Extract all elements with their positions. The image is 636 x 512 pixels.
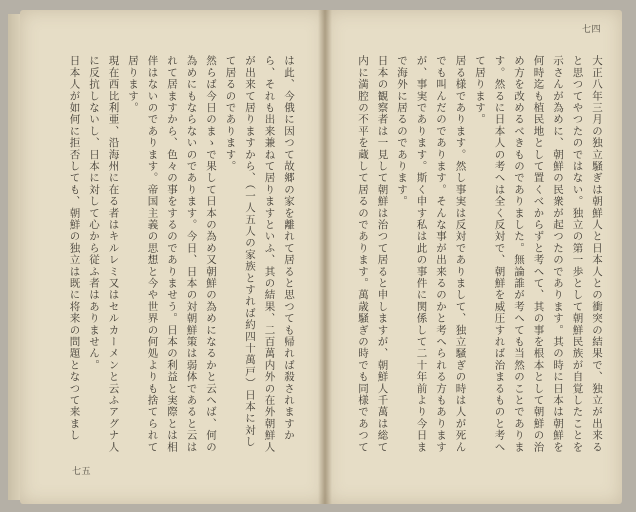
right-page-number: 七四	[582, 25, 602, 35]
left-page-text	[62, 55, 298, 455]
left-paragraph: は此、今俄に因つて故郷の家を離れて居ると思つても帰れば殺されますから、それも出来兼ねて居りますといふ、其の結果、二百萬内外の在外朝鮮人が出来て居りますから、（一人五人の家族とすれば約四十萬戸）日本に対して居るのであります。	[224, 55, 295, 453]
left-page-number: 七五	[72, 467, 92, 477]
right-paragraph: 居る様であります。然し事実は反対でありまして、独立騒ぎの時は人が死んでも叫んだのであります。そんな事が出来るのかと考へられる方もありますが、事実であります。斯く申す私は此の事件に関係して二十年前より今日まで海外に居るのであります。	[396, 55, 467, 453]
right-paragraph: 日本の観察者は一見して朝鮮は治つて居ると申しますが、朝鮮人千萬は総て内に満腔の不平を蔵して居るのであります。萬歳騒ぎの時でも同様であつて	[357, 55, 389, 453]
book-gutter	[318, 10, 332, 504]
left-paragraph: 現在西比利亜、沿海州に在る者はキルレミ又はセルカーメンと云ふアグナ人に反抗しないし、日本に対して心から従ふ者はありません。	[88, 55, 120, 453]
left-paragraph: 然らば今日のまゝで果して日本の為め又朝鮮の為めになるかと云へば、何の為めにもならないのであります。今日、日本の対朝鮮策は弱体であると云はれて居ますから、色々の事をするのでありませう。日本の利益と実際とは相伴はないのであります。帝国主義の思想と今や世界の何処よりも捨てられて居ります。	[127, 55, 217, 453]
left-paragraph: 日本人が如何に拒否しても、朝鮮の独立は既に将来の問題となつて来まし	[68, 55, 81, 442]
right-paragraph: 大正八年三月の独立騒ぎは朝鮮人と日本人との衝突の結果で、独立が出来ると思つてやつたのではない。独立の第一歩として朝鮮民族が自覚したことを示さんが為めに、朝鮮の民衆が起つたのであります。其の時に日本は朝鮮を何時迄も植民地として置くべからずと考へて、其の事を根本として朝鮮の治め方を改めるべきものでありました。無論誰が考へても当然のことであります。然るに日本人の考へは全く反対で、朝鮮を威圧すれば治まるものと考へて居ります。	[474, 55, 603, 453]
right-page-text	[350, 55, 606, 455]
